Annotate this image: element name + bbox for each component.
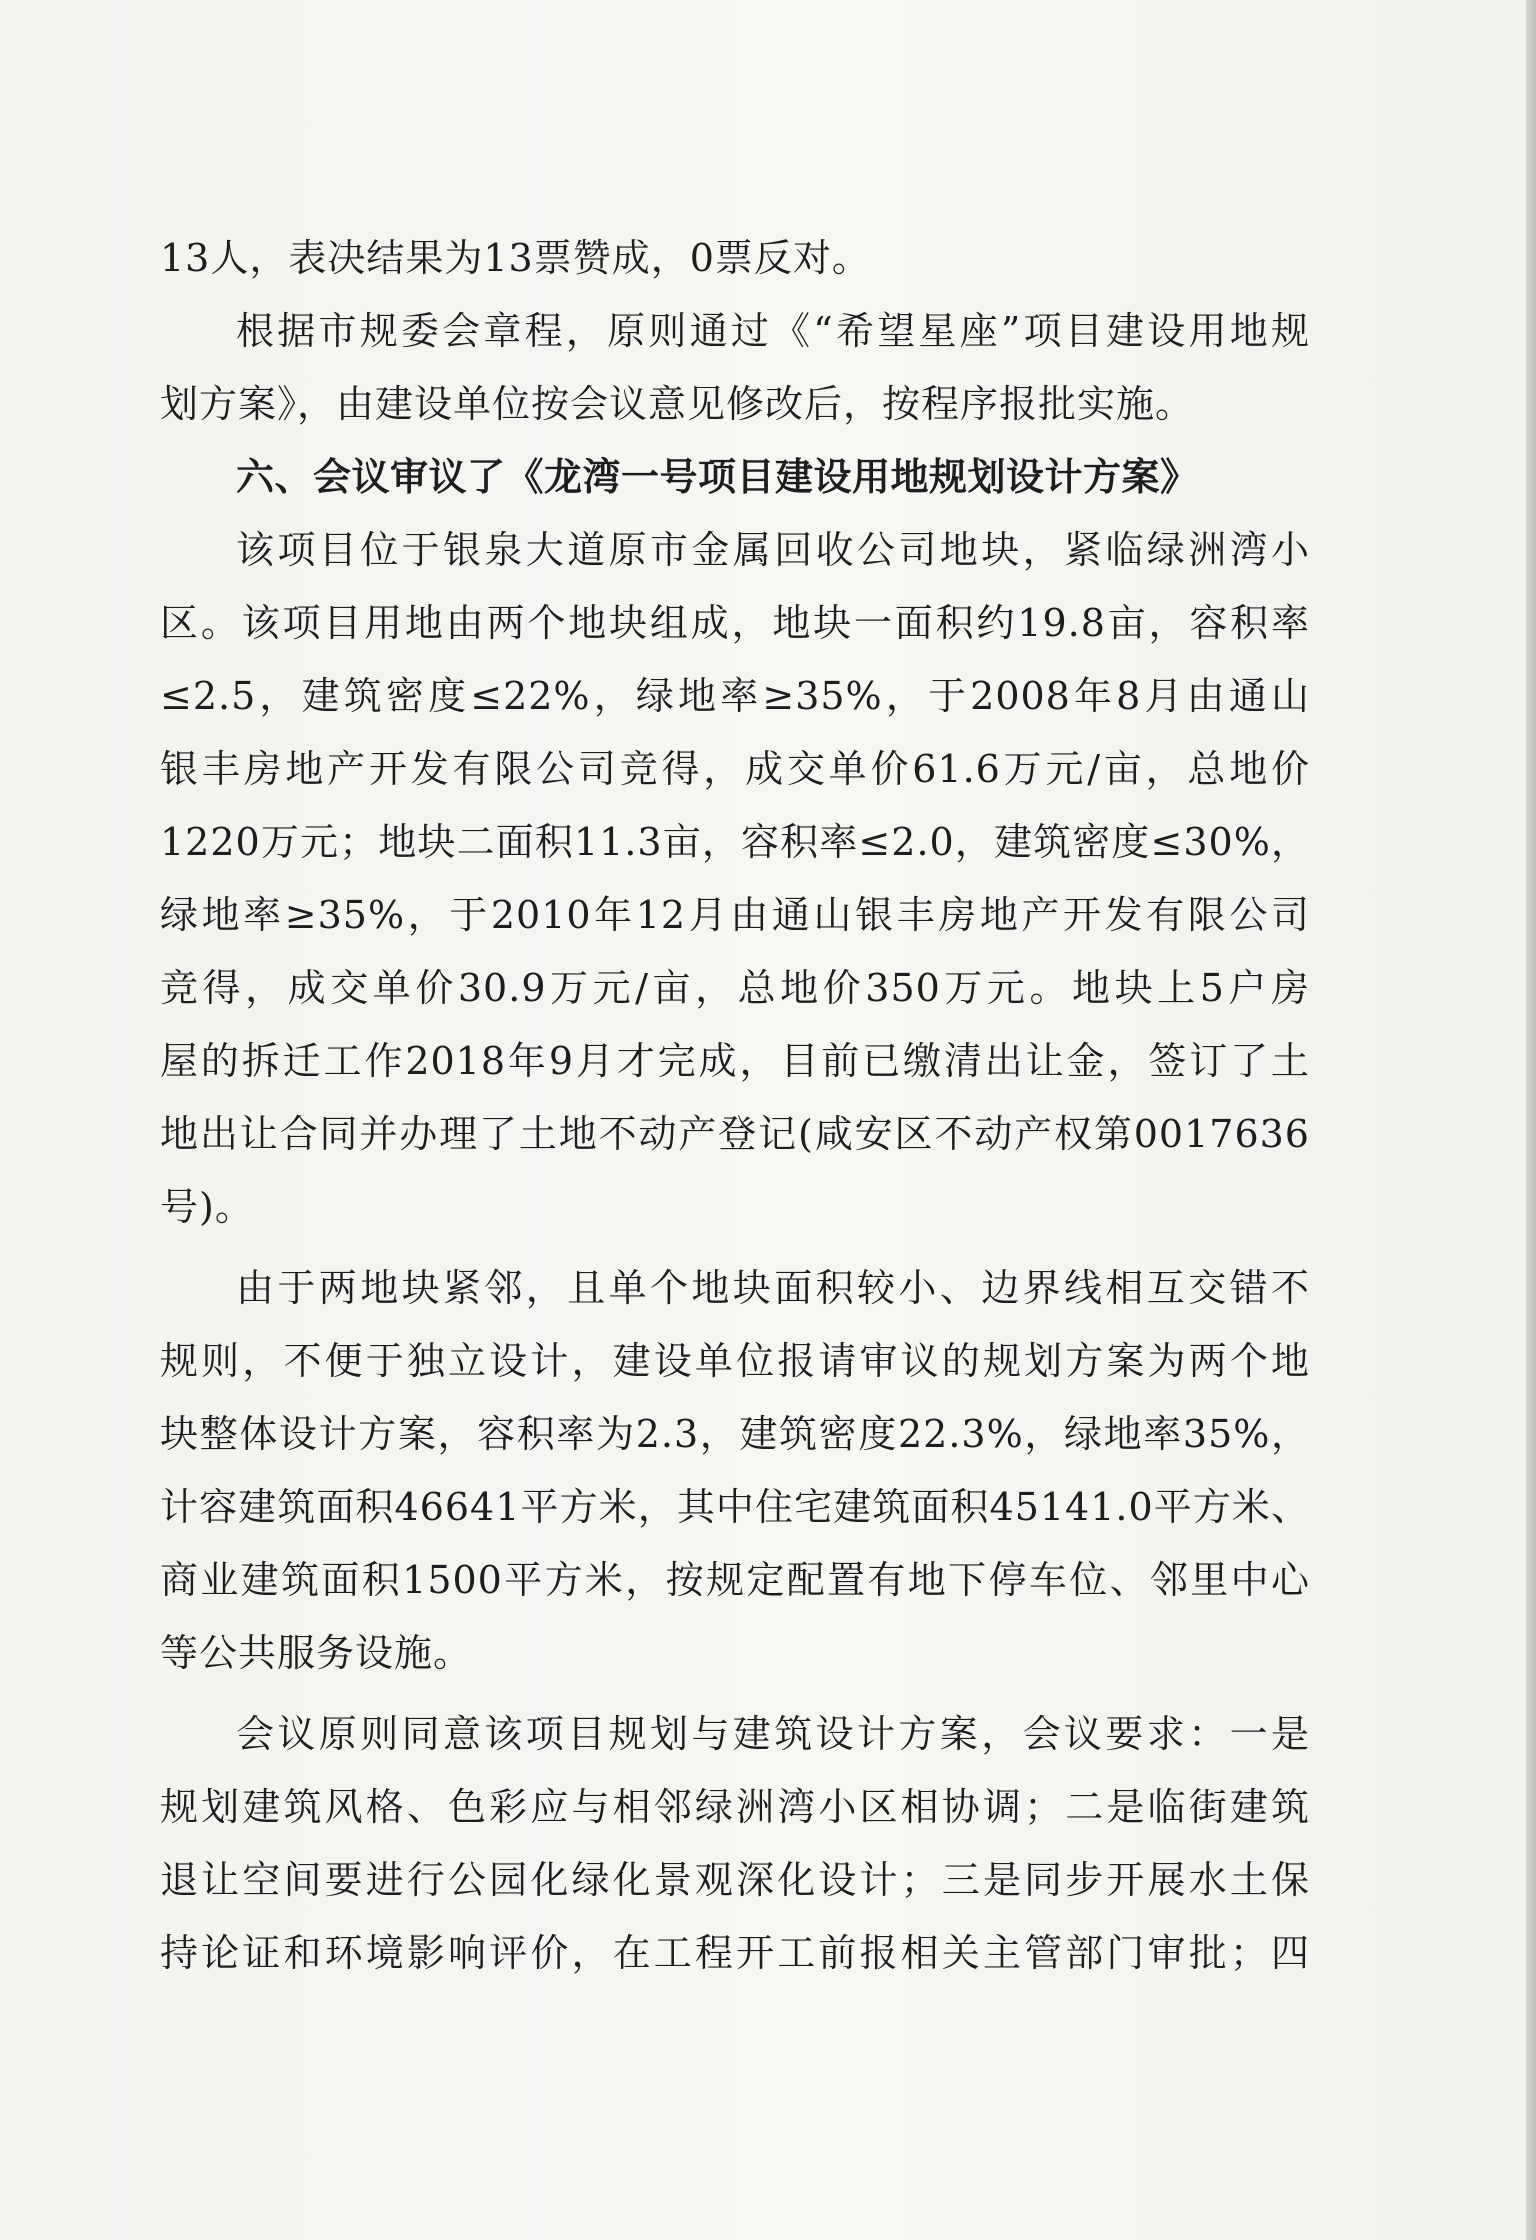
- text-line: 规则，不便于独立设计，建设单位报请审议的规划方案为两个地: [160, 1339, 1310, 1383]
- text-line: 区。该项目用地由两个地块组成，地块一面积约19.8亩，容积率: [160, 601, 1310, 645]
- section-heading: 六、会议审议了《龙湾一号项目建设用地规划设计方案》: [236, 455, 1199, 499]
- text-line: 计容建筑面积46641平方米，其中住宅建筑面积45141.0平方米、: [160, 1485, 1310, 1529]
- text-line: 规划建筑风格、色彩应与相邻绿洲湾小区相协调；二是临街建筑: [160, 1785, 1310, 1829]
- text-line: 由于两地块紧邻，且单个地块面积较小、边界线相互交错不: [236, 1266, 1310, 1310]
- text-line: 等公共服务设施。: [160, 1631, 473, 1675]
- text-line: ≤2.5，建筑密度≤22%，绿地率≥35%，于2008年8月由通山: [160, 674, 1310, 718]
- document-body: [160, 222, 1310, 1990]
- text-line: 银丰房地产开发有限公司竞得，成交单价61.6万元/亩，总地价: [160, 747, 1310, 791]
- text-line: 会议原则同意该项目规划与建筑设计方案，会议要求：一是: [236, 1712, 1310, 1756]
- text-line: 根据市规委会章程，原则通过《“希望星座”项目建设用地规: [236, 309, 1310, 353]
- text-line: 13人，表决结果为13票赞成，0票反对。: [160, 236, 871, 280]
- text-line: 屋的拆迁工作2018年9月才完成，目前已缴清出让金，签订了土: [160, 1039, 1310, 1083]
- text-line: 划方案》，由建设单位按会议意见修改后，按程序报批实施。: [160, 382, 1195, 426]
- text-line: 1220万元；地块二面积11.3亩，容积率≤2.0，建筑密度≤30%，: [160, 820, 1310, 864]
- text-line: 该项目位于银泉大道原市金属回收公司地块，紧临绿洲湾小: [236, 528, 1310, 572]
- text-line: 绿地率≥35%，于2010年12月由通山银丰房地产开发有限公司: [160, 893, 1310, 937]
- text-line: 竞得，成交单价30.9万元/亩，总地价350万元。地块上5户房: [160, 966, 1310, 1010]
- text-line: 持论证和环境影响评价，在工程开工前报相关主管部门审批；四: [160, 1931, 1310, 1975]
- text-line: 块整体设计方案，容积率为2.3，建筑密度22.3%，绿地率35%，: [160, 1412, 1310, 1456]
- text-line: 退让空间要进行公园化绿化景观深化设计；三是同步开展水土保: [160, 1858, 1310, 1902]
- text-line: 商业建筑面积1500平方米，按规定配置有地下停车位、邻里中心: [160, 1558, 1310, 1602]
- page-edge-shadow: [1526, 0, 1536, 2240]
- text-line: 地出让合同并办理了土地不动产登记(咸安区不动产权第0017636: [160, 1112, 1310, 1156]
- text-line: 号)。: [160, 1185, 254, 1229]
